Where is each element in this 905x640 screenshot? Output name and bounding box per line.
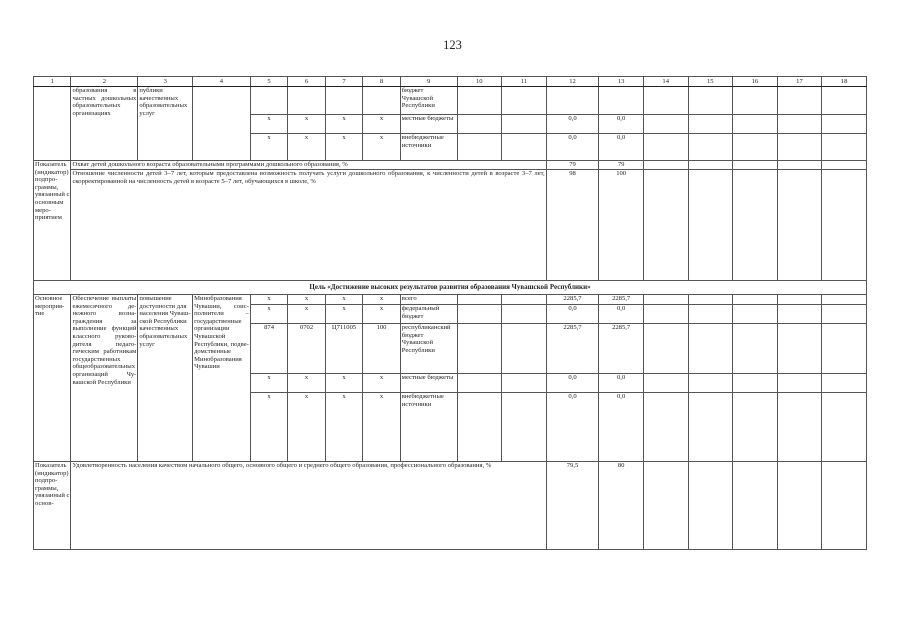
col-header-14: 14 [643, 77, 688, 87]
block2-event-name: Обеспечение выплаты ежемесячного денежного вознаграждения за выполнение функций классного руководителя педагогическим работникам государственных общеобразовательных организаций Чувашской Республики [71, 295, 138, 462]
block1-col1 [34, 87, 71, 161]
indicator2-text: Удовлетворенность населения качеством начального общего, основного общего и среднего общего образования, профессионального образования, % [71, 462, 546, 550]
block1-executor [193, 87, 251, 161]
cell-section: x [288, 134, 325, 161]
cell-section [288, 87, 325, 115]
cell-target [325, 87, 362, 115]
cell-expense [363, 87, 400, 115]
cell-target: x [325, 374, 362, 393]
table-row [34, 462, 867, 550]
indicator1-text-2: Отношение численности детей 3–7 лет, которым предоставлена возможность получать услуги дошкольного образования, к численности детей в возрасте 3–7 лет, скорректированной на численность детей в возрасте 5–7 лет, обучающихся в школе, % [71, 170, 546, 281]
cell-section: x [288, 115, 325, 134]
cell-target: x [325, 295, 362, 305]
col-header-16: 16 [733, 77, 778, 87]
cell-value-13: 2285,7 [599, 295, 644, 305]
cell-grbs: x [250, 115, 287, 134]
cell-expense: x [363, 305, 400, 324]
cell-value-12: 79 [546, 161, 599, 170]
block2-goal-text: повышение доступности для населения Чувашской Республики качественных образовательных услуг [138, 295, 193, 462]
cell-expense: x [363, 393, 400, 462]
page-number: 123 [443, 38, 462, 52]
cell-value-12: 0,0 [546, 374, 599, 393]
cell-target: Ц711005 [325, 324, 362, 374]
cell-target: x [325, 115, 362, 134]
table-row [34, 87, 867, 115]
cell-source: внебюджетные источники [400, 393, 457, 462]
goal-title: Цель «Достижение высоких результатов развития образования Чувашской Республики» [34, 281, 867, 295]
cell-value-12: 79,5 [546, 462, 599, 550]
col-header-10: 10 [457, 77, 502, 87]
col-header-7: 7 [325, 77, 362, 87]
block1-goal-text: публики качественных образовательных услуг [138, 87, 193, 161]
cell-source: федеральный бюджет [400, 305, 457, 324]
cell-source: всего [400, 295, 457, 305]
cell-source: местные бюджеты [400, 115, 457, 134]
cell-value-12: 0,0 [546, 115, 599, 134]
cell-source: республиканский бюджет Чувашской Республики [400, 324, 457, 374]
budget-table [33, 76, 867, 550]
col-header-2: 2 [71, 77, 138, 87]
col-header-1: 1 [34, 77, 71, 87]
cell-target: x [325, 393, 362, 462]
cell-section: x [288, 305, 325, 324]
cell-value-13: 79 [599, 161, 644, 170]
cell-grbs: x [250, 295, 287, 305]
cell-value-12: 2285,7 [546, 324, 599, 374]
table-row [34, 170, 867, 281]
cell-value-13: 0,0 [599, 393, 644, 462]
cell-section: x [288, 393, 325, 462]
cell-value-12 [546, 87, 599, 115]
cell-value-13 [599, 87, 644, 115]
cell-grbs: x [250, 374, 287, 393]
cell-source: бюджет Чувашской Республики [400, 87, 457, 115]
indicator2-label: Показатель (индикатор) подпрограммы, увязанный с основ- [34, 462, 71, 550]
cell-expense: x [363, 295, 400, 305]
col-header-3: 3 [138, 77, 193, 87]
table-row [34, 295, 867, 305]
cell-grbs: x [250, 393, 287, 462]
cell-source: внебюджетные источники [400, 134, 457, 161]
cell-expense: 100 [363, 324, 400, 374]
cell-grbs: x [250, 134, 287, 161]
cell-expense: x [363, 115, 400, 134]
cell-value-12: 2285,7 [546, 295, 599, 305]
col-header-13: 13 [599, 77, 644, 87]
cell-target: x [325, 305, 362, 324]
cell-value-13: 0,0 [599, 115, 644, 134]
cell-value-13: 100 [599, 170, 644, 281]
cell-section: 0702 [288, 324, 325, 374]
cell-expense: x [363, 374, 400, 393]
indicator1-text-1: Охват детей дошкольного возраста образовательными программами дошкольного образования, % [71, 161, 546, 170]
cell-value-12: 0,0 [546, 134, 599, 161]
cell-value-13: 0,0 [599, 374, 644, 393]
block2-executor: Минобразования Чувашии, соисполнители – государственные организации Чувашской Республики, подведомственные Минобразования Чувашии [193, 295, 251, 462]
table-row [34, 161, 867, 170]
cell-section: x [288, 374, 325, 393]
column-header-row [34, 77, 867, 87]
cell-grbs [250, 87, 287, 115]
cell-value-12: 0,0 [546, 393, 599, 462]
col-header-18: 18 [822, 77, 867, 87]
col-header-9: 9 [400, 77, 457, 87]
col-header-11: 11 [502, 77, 547, 87]
block1-event-name: образования в частных дошкольных образовательных организациях [71, 87, 138, 161]
indicator1-label: Показатель (индикатор) подпрограммы, увязанный с основным мероприятием [34, 161, 71, 281]
col-header-6: 6 [288, 77, 325, 87]
cell-expense: x [363, 134, 400, 161]
cell-grbs: x [250, 305, 287, 324]
col-header-4: 4 [193, 77, 251, 87]
block2-main-event: Основное мероприятие [34, 295, 71, 462]
cell-value-12: 0,0 [546, 305, 599, 324]
cell-value-13: 0,0 [599, 305, 644, 324]
cell-value-13: 2285,7 [599, 324, 644, 374]
goal-row [34, 281, 867, 295]
col-header-12: 12 [546, 77, 599, 87]
cell-value-13: 0,0 [599, 134, 644, 161]
cell-grbs: 874 [250, 324, 287, 374]
cell-value-12: 98 [546, 170, 599, 281]
cell-section: x [288, 295, 325, 305]
col-header-17: 17 [777, 77, 822, 87]
col-header-15: 15 [688, 77, 733, 87]
col-header-8: 8 [363, 77, 400, 87]
cell-value-13: 80 [599, 462, 644, 550]
cell-target: x [325, 134, 362, 161]
col-header-5: 5 [250, 77, 287, 87]
cell-source: местные бюджеты [400, 374, 457, 393]
